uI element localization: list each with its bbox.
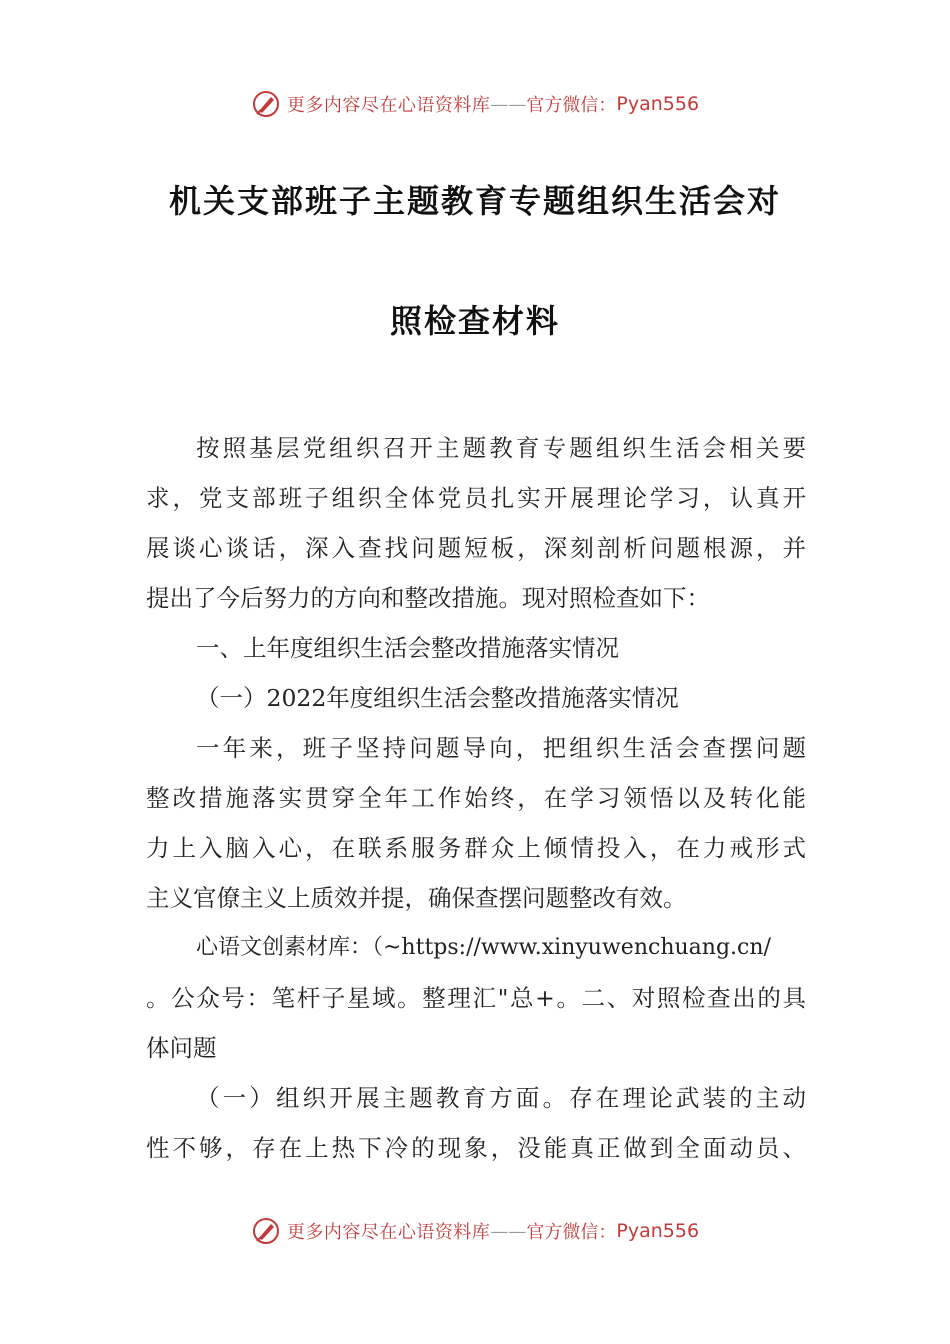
watermark-text: 更多内容尽在心语资料库 xyxy=(286,95,491,116)
watermark-separator: —— xyxy=(490,93,527,115)
paragraph-line: （一）组织开展主题教育方面。存在理论武装的主动 xyxy=(196,1084,806,1112)
quill-logo-icon xyxy=(251,89,281,119)
paragraph-line: 主义官僚主义上质效并提，确保查摆问题整改有效。 xyxy=(146,884,687,912)
document-title-line-1: 机关支部班子主题教育专题组织生活会对 xyxy=(168,182,781,220)
paragraph-line: 求，党支部班子组织全体党员扎实开展理论学习，认真开 xyxy=(146,484,806,512)
section-heading: 体问题 xyxy=(146,1034,217,1062)
paragraph-line: 。公众号：笔杆子星域。整理汇"总+。二、对照检查出的具 xyxy=(146,984,806,1012)
watermark-wechat-id: Pyan556 xyxy=(616,1220,700,1242)
footer-watermark xyxy=(0,1211,950,1251)
watermark-wechat-label: 官方微信： xyxy=(526,1222,617,1243)
paragraph-line: 整改措施落实贯穿全年工作始终，在学习领悟以及转化能 xyxy=(146,784,806,812)
document-title-line-2: 照检查材料 xyxy=(389,302,560,340)
watermark-wechat-label: 官方微信： xyxy=(526,95,617,116)
watermark-text: 更多内容尽在心语资料库 xyxy=(286,1222,491,1243)
section-heading: 一、上年度组织生活会整改措施落实情况 xyxy=(196,634,619,662)
paragraph-line: 按照基层党组织召开主题教育专题组织生活会相关要 xyxy=(196,434,806,462)
paragraph-line: 心语文创素材库：（~https://www.xinyuwenchuang.cn/ xyxy=(196,935,771,960)
paragraph-line: 性不够，存在上热下冷的现象，没能真正做到全面动员、 xyxy=(146,1134,806,1162)
quill-logo-icon xyxy=(251,1216,281,1246)
paragraph-line: 一年来，班子坚持问题导向，把组织生活会查摆问题 xyxy=(196,734,806,762)
watermark-separator: —— xyxy=(490,1220,527,1242)
paragraph-line: 提出了今后努力的方向和整改措施。现对照检查如下： xyxy=(146,584,710,612)
paragraph-line: 力上入脑入心，在联系服务群众上倾情投入，在力戒形式 xyxy=(146,834,806,862)
watermark-wechat-id: Pyan556 xyxy=(616,93,700,115)
header-watermark xyxy=(0,84,950,124)
paragraph-line: 展谈心谈话，深入查找问题短板，深刻剖析问题根源，并 xyxy=(146,534,806,562)
subsection-heading: （一）2022年度组织生活会整改措施落实情况 xyxy=(196,684,679,712)
